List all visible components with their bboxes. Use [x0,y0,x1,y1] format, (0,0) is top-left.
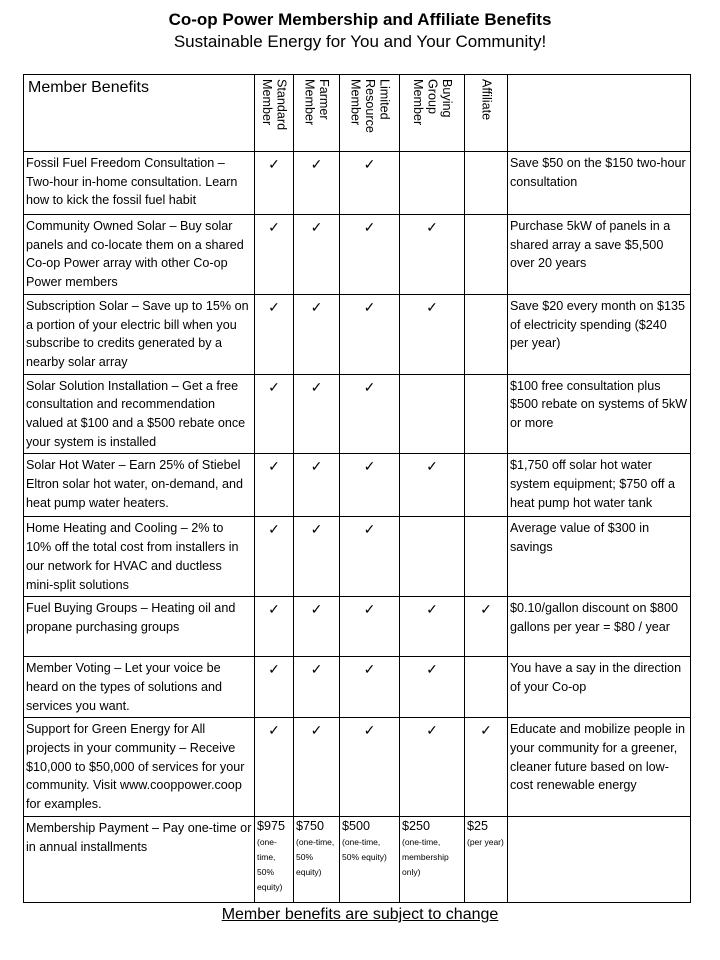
check-buying-group [400,294,465,374]
checkmark-icon: ✓ [268,219,280,235]
check-buying-group [400,374,465,454]
benefit-savings: $0.10/gallon discount on $800 gallons per year = $80 / year [508,597,691,657]
checkmark-icon: ✓ [426,722,438,739]
column-header-affiliate [465,75,508,152]
checkmark-icon: ✓ [268,722,280,739]
check-standard [255,517,294,597]
payment-label: Membership Payment – Pay one-time or in annual installments [24,816,255,902]
checkmark-icon: ✓ [268,156,280,172]
benefit-row [24,718,691,817]
payment-amount: $500 [342,818,371,833]
page-subtitle: Sustainable Energy for You and Your Community! [173,32,547,51]
column-label-affiliate: Affiliate [479,79,494,121]
checkmark-icon: ✓ [310,219,323,235]
checkmark-icon: ✓ [310,601,323,618]
checkmark-icon: ✓ [268,298,280,315]
payment-note: (one-time, 50% equity) [342,836,387,862]
benefit-description: Solar Solution Installation – Get a free consultation and recommendation valued at $100 and a $500 rebate once your system is installed [24,374,255,454]
benefit-row [24,454,691,517]
payment-affiliate [465,816,508,902]
checkmark-icon: ✓ [426,661,438,678]
checkmark-icon: ✓ [268,601,280,618]
benefit-description: Fossil Fuel Freedom Consultation – Two-hour in-home consultation. Learn how to kick the fossil fuel habit [24,152,255,215]
check-buying-group [400,657,465,718]
checkmark-icon: ✓ [310,298,323,315]
column-label-limited: Limited Resource Member [348,79,392,133]
check-limited [340,454,400,517]
benefits-table [23,74,691,903]
checkmark-icon: ✓ [363,219,376,235]
benefit-row [24,215,691,295]
benefit-savings: $1,750 off solar hot water system equipment; $750 off a heat pump hot water tank [508,454,691,517]
checkmark-icon: ✓ [480,601,492,618]
checkmark-icon: ✓ [310,378,323,395]
benefit-row [24,597,691,657]
check-buying-group [400,718,465,817]
check-farmer [294,657,340,718]
check-limited [340,294,400,374]
benefit-description: Community Owned Solar – Buy solar panels and co-locate them on a shared Co-op Power array with other Co-op Power members [24,215,255,295]
benefit-savings: Educate and mobilize people in your community for a greener, cleaner future based on low-cost renewable energy [508,718,691,817]
check-standard [255,597,294,657]
check-standard [255,215,294,295]
check-affiliate [465,597,508,657]
benefit-savings: Save $20 every month on $135 of electricity spending ($240 per year) [508,294,691,374]
benefit-row [24,517,691,597]
checkmark-icon: ✓ [310,458,323,475]
check-standard [255,454,294,517]
check-buying-group [400,152,465,215]
check-farmer [294,152,340,215]
check-buying-group [400,454,465,517]
check-farmer [294,215,340,295]
check-standard [255,152,294,215]
check-standard [255,657,294,718]
column-header-savings [508,75,691,152]
column-label-standard: Standard Member [260,79,289,131]
benefit-row [24,152,691,215]
payment-note: (per year) [467,836,504,847]
check-buying-group [400,517,465,597]
check-standard [255,294,294,374]
checkmark-icon: ✓ [268,521,280,538]
benefit-savings: $100 free consultation plus $500 rebate on systems of 5kW or more [508,374,691,454]
benefit-description: Solar Hot Water – Earn 25% of Stiebel Eltron solar hot water, on-demand, and heat pump water heaters. [24,454,255,517]
header-row [24,75,691,152]
payment-note: (one-time, 50% equity) [296,836,335,877]
benefit-savings: You have a say in the direction of your Co-op [508,657,691,718]
check-affiliate [465,294,508,374]
checkmark-icon: ✓ [363,722,376,739]
check-farmer [294,517,340,597]
payment-savings-empty [508,816,691,902]
column-label-buying-group: Buying Group Member [410,79,454,126]
check-limited [340,152,400,215]
benefit-row [24,657,691,718]
payment-standard [255,816,294,902]
check-limited [340,718,400,817]
benefit-savings: Save $50 on the $150 two-hour consultation [508,152,691,215]
corner-label: Member Benefits [24,75,255,152]
check-affiliate [465,454,508,517]
checkmark-icon: ✓ [426,219,438,235]
payment-limited [340,816,400,902]
check-affiliate [465,657,508,718]
payment-amount: $975 [257,818,286,833]
column-label-farmer: Farmer Member [302,79,331,126]
column-header-farmer [294,75,340,152]
benefit-description: Subscription Solar – Save up to 15% on a portion of your electric bill when you subscribe to credits generated by a nearby solar array [24,294,255,374]
checkmark-icon: ✓ [363,156,376,172]
check-limited [340,517,400,597]
check-buying-group [400,215,465,295]
check-limited [340,215,400,295]
benefit-description: Home Heating and Cooling – 2% to 10% off the total cost from installers in our network for HVAC and ductless mini-split solutions [24,517,255,597]
benefit-row [24,294,691,374]
checkmark-icon: ✓ [426,458,438,475]
check-farmer [294,454,340,517]
check-limited [340,657,400,718]
payment-row [24,816,691,902]
checkmark-icon: ✓ [426,601,438,618]
payment-farmer [294,816,340,902]
payment-note: (one-time, membership only) [402,836,449,877]
checkmark-icon: ✓ [363,298,376,315]
payment-amount: $750 [296,818,325,833]
benefit-description: Member Voting – Let your voice be heard on the types of solutions and services you want. [24,657,255,718]
column-header-limited [340,75,400,152]
check-farmer [294,718,340,817]
benefit-savings: Average value of $300 in savings [508,517,691,597]
checkmark-icon: ✓ [363,378,376,395]
check-affiliate [465,152,508,215]
checkmark-icon: ✓ [310,661,323,678]
check-affiliate [465,517,508,597]
check-farmer [294,597,340,657]
payment-amount: $25 [467,818,489,833]
checkmark-icon: ✓ [363,661,376,678]
check-affiliate [465,215,508,295]
check-farmer [294,294,340,374]
check-limited [340,597,400,657]
column-header-standard [255,75,294,152]
check-standard [255,374,294,454]
footer-note: Member benefits are subject to change [221,906,499,923]
benefit-savings: Purchase 5kW of panels in a shared array a save $5,500 over 20 years [508,215,691,295]
footer-note-container [0,906,720,924]
checkmark-icon: ✓ [268,458,280,475]
benefit-row [24,374,691,454]
benefit-description: Support for Green Energy for All projects in your community – Receive $10,000 to $50,000 of services for your community. Visit www.cooppower.coop for examples. [24,718,255,817]
check-affiliate [465,374,508,454]
check-affiliate [465,718,508,817]
checkmark-icon: ✓ [426,298,438,315]
payment-amount: $250 [402,818,431,833]
checkmark-icon: ✓ [268,661,280,678]
payment-buying-group [400,816,465,902]
checkmark-icon: ✓ [363,458,376,475]
check-limited [340,374,400,454]
check-farmer [294,374,340,454]
payment-note: (one-time, 50% equity) [257,836,283,892]
checkmark-icon: ✓ [268,378,280,395]
checkmark-icon: ✓ [310,156,323,172]
checkmark-icon: ✓ [363,601,376,618]
check-standard [255,718,294,817]
column-header-buying-group [400,75,465,152]
check-buying-group [400,597,465,657]
benefit-description: Fuel Buying Groups – Heating oil and propane purchasing groups [24,597,255,657]
page-title: Co-op Power Membership and Affiliate Benefits [168,10,552,29]
checkmark-icon: ✓ [363,521,376,538]
checkmark-icon: ✓ [310,521,323,538]
checkmark-icon: ✓ [310,722,323,739]
checkmark-icon: ✓ [480,722,492,739]
